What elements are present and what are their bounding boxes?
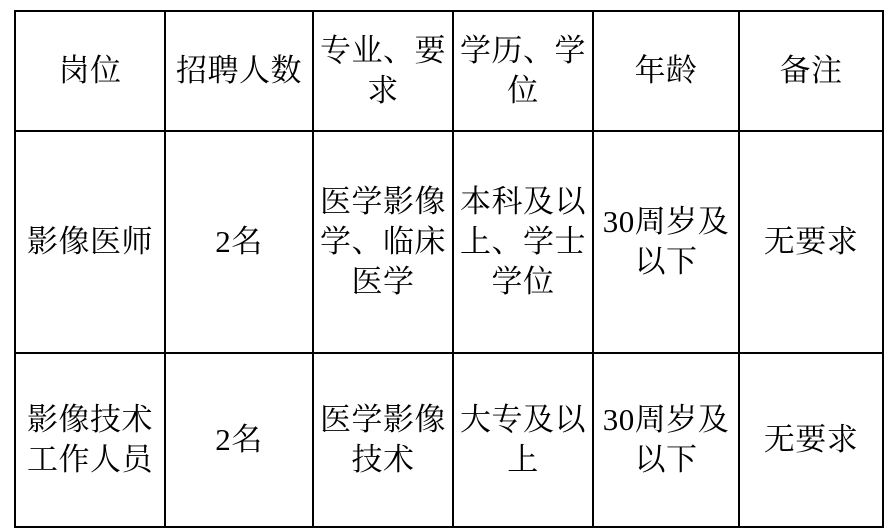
cell-position-text: 影像医师 [27,224,153,260]
column-header-education [453,11,593,131]
column-header-headcount [165,11,313,131]
column-header-age [593,11,739,131]
cell-major [313,131,453,353]
cell-headcount-text: 2名 [215,422,263,458]
cell-education [453,353,593,527]
recruitment-table [14,10,884,528]
cell-education [453,131,593,353]
cell-position [15,131,165,353]
column-header-education-label: 学历、学位 [460,33,586,108]
cell-age-text: 30周岁及以下 [602,204,730,279]
column-header-major [313,11,453,131]
cell-position [15,353,165,527]
cell-remark [739,353,883,527]
cell-major-text: 医学影像学、临床医学 [320,184,446,299]
cell-headcount-text: 2名 [215,224,263,260]
cell-major-text: 医学影像技术 [320,402,446,477]
cell-remark [739,131,883,353]
table-row [15,353,883,527]
cell-major [313,353,453,527]
cell-education-text: 大专及以上 [460,402,586,477]
table-header-row [15,11,883,131]
column-header-headcount-label: 招聘人数 [176,53,302,89]
column-header-major-label: 专业、要求 [320,33,446,108]
column-header-position [15,11,165,131]
cell-age-text: 30周岁及以下 [602,402,730,477]
cell-remark-text: 无要求 [763,422,859,458]
cell-age [593,131,739,353]
cell-headcount [165,131,313,353]
cell-education-text: 本科及以上、学士学位 [460,184,586,299]
column-header-remark-label: 备注 [779,53,843,89]
cell-remark-text: 无要求 [763,224,859,260]
column-header-position-label: 岗位 [58,53,122,89]
column-header-age-label: 年龄 [634,53,698,89]
cell-age [593,353,739,527]
cell-headcount [165,353,313,527]
column-header-remark [739,11,883,131]
table-row [15,131,883,353]
cell-position-text: 影像技术工作人员 [27,402,153,477]
